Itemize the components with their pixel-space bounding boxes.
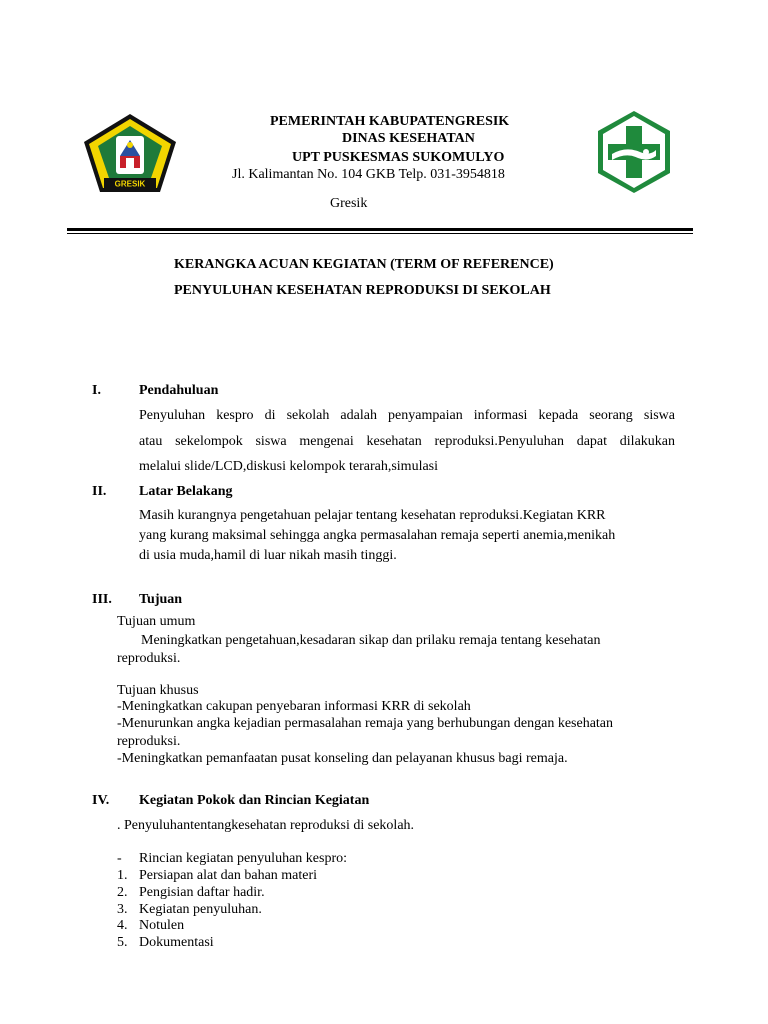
list-item: Persiapan alat dan bahan materi: [139, 868, 318, 883]
section-1-line: Penyuluhan kespro di sekolah adalah penyampaian informasi kepada seorang siswa: [139, 408, 675, 423]
list-item: Notulen: [139, 918, 185, 933]
tujuan-umum-line: Meningkatkan pengetahuan,kesadaran sikap dan prilaku remaja tentang kesehatan: [141, 633, 601, 648]
section-3-number: III.: [92, 592, 112, 607]
document-title: KERANGKA ACUAN KEGIATAN (TERM OF REFERENCE): [174, 257, 554, 272]
logo-text: GRESIK: [114, 179, 146, 189]
list-marker: 4.: [117, 918, 128, 933]
list-marker: 3.: [117, 902, 128, 917]
header-rule-thick: [67, 228, 693, 231]
header-address: Jl. Kalimantan No. 104 GKB Telp. 031-3954818: [232, 167, 505, 182]
section-3-heading: Tujuan: [139, 592, 183, 607]
gresik-emblem-logo: [82, 112, 178, 194]
header-rule-thin: [67, 233, 693, 234]
list-marker: 1.: [117, 868, 128, 883]
list-marker: 2.: [117, 885, 128, 900]
tujuan-khusus-line: -Meningkatkan pemanfaatan pusat konseling dan pelayanan khusus bagi remaja.: [117, 751, 568, 766]
tujuan-umum-label: Tujuan umum: [117, 614, 196, 629]
header-puskesmas: UPT PUSKESMAS SUKOMULYO: [292, 150, 505, 165]
list-marker: -: [117, 851, 122, 866]
section-4-heading: Kegiatan Pokok dan Rincian Kegiatan: [139, 793, 370, 808]
tujuan-khusus-line: -Menurunkan angka kejadian permasalahan remaja yang berhubungan dengan kesehatan: [117, 716, 614, 731]
puskesmas-logo: [596, 110, 672, 194]
section-1-line: atau sekelompok siswa mengenai kesehatan reproduksi.Penyuluhan dapat dilakukan: [139, 434, 675, 449]
tujuan-umum-line: reproduksi.: [117, 651, 181, 666]
tujuan-khusus-line: reproduksi.: [117, 734, 181, 749]
header-department: DINAS KESEHATAN: [342, 131, 475, 146]
section-2-line: di usia muda,hamil di luar nikah masih tinggi.: [139, 548, 397, 563]
section-2-line: Masih kurangnya pengetahuan pelajar tentang kesehatan reproduksi.Kegiatan KRR: [139, 508, 606, 523]
header-government: PEMERINTAH KABUPATENGRESIK: [270, 114, 510, 129]
section-4-intro: . Penyuluhantentangkesehatan reproduksi di sekolah.: [117, 818, 415, 833]
section-2-number: II.: [92, 484, 107, 499]
list-item: Kegiatan penyuluhan.: [139, 902, 262, 917]
document-subtitle: PENYULUHAN KESEHATAN REPRODUKSI DI SEKOLAH: [174, 283, 551, 298]
section-2-line: yang kurang maksimal sehingga angka permasalahan remaja seperti anemia,menikah: [139, 528, 616, 543]
tujuan-khusus-label: Tujuan khusus: [117, 683, 199, 698]
list-item: Dokumentasi: [139, 935, 214, 950]
section-1-heading: Pendahuluan: [139, 383, 219, 398]
section-1-line: melalui slide/LCD,diskusi kelompok terarah,simulasi: [139, 459, 439, 474]
header-city: Gresik: [330, 196, 368, 211]
tujuan-khusus-line: -Meningkatkan cakupan penyebaran informasi KRR di sekolah: [117, 699, 471, 714]
list-item: Rincian kegiatan penyuluhan kespro:: [139, 851, 347, 866]
list-item: Pengisian daftar hadir.: [139, 885, 265, 900]
section-2-heading: Latar Belakang: [139, 484, 233, 499]
section-1-number: I.: [92, 383, 101, 398]
list-marker: 5.: [117, 935, 128, 950]
section-4-number: IV.: [92, 793, 110, 808]
